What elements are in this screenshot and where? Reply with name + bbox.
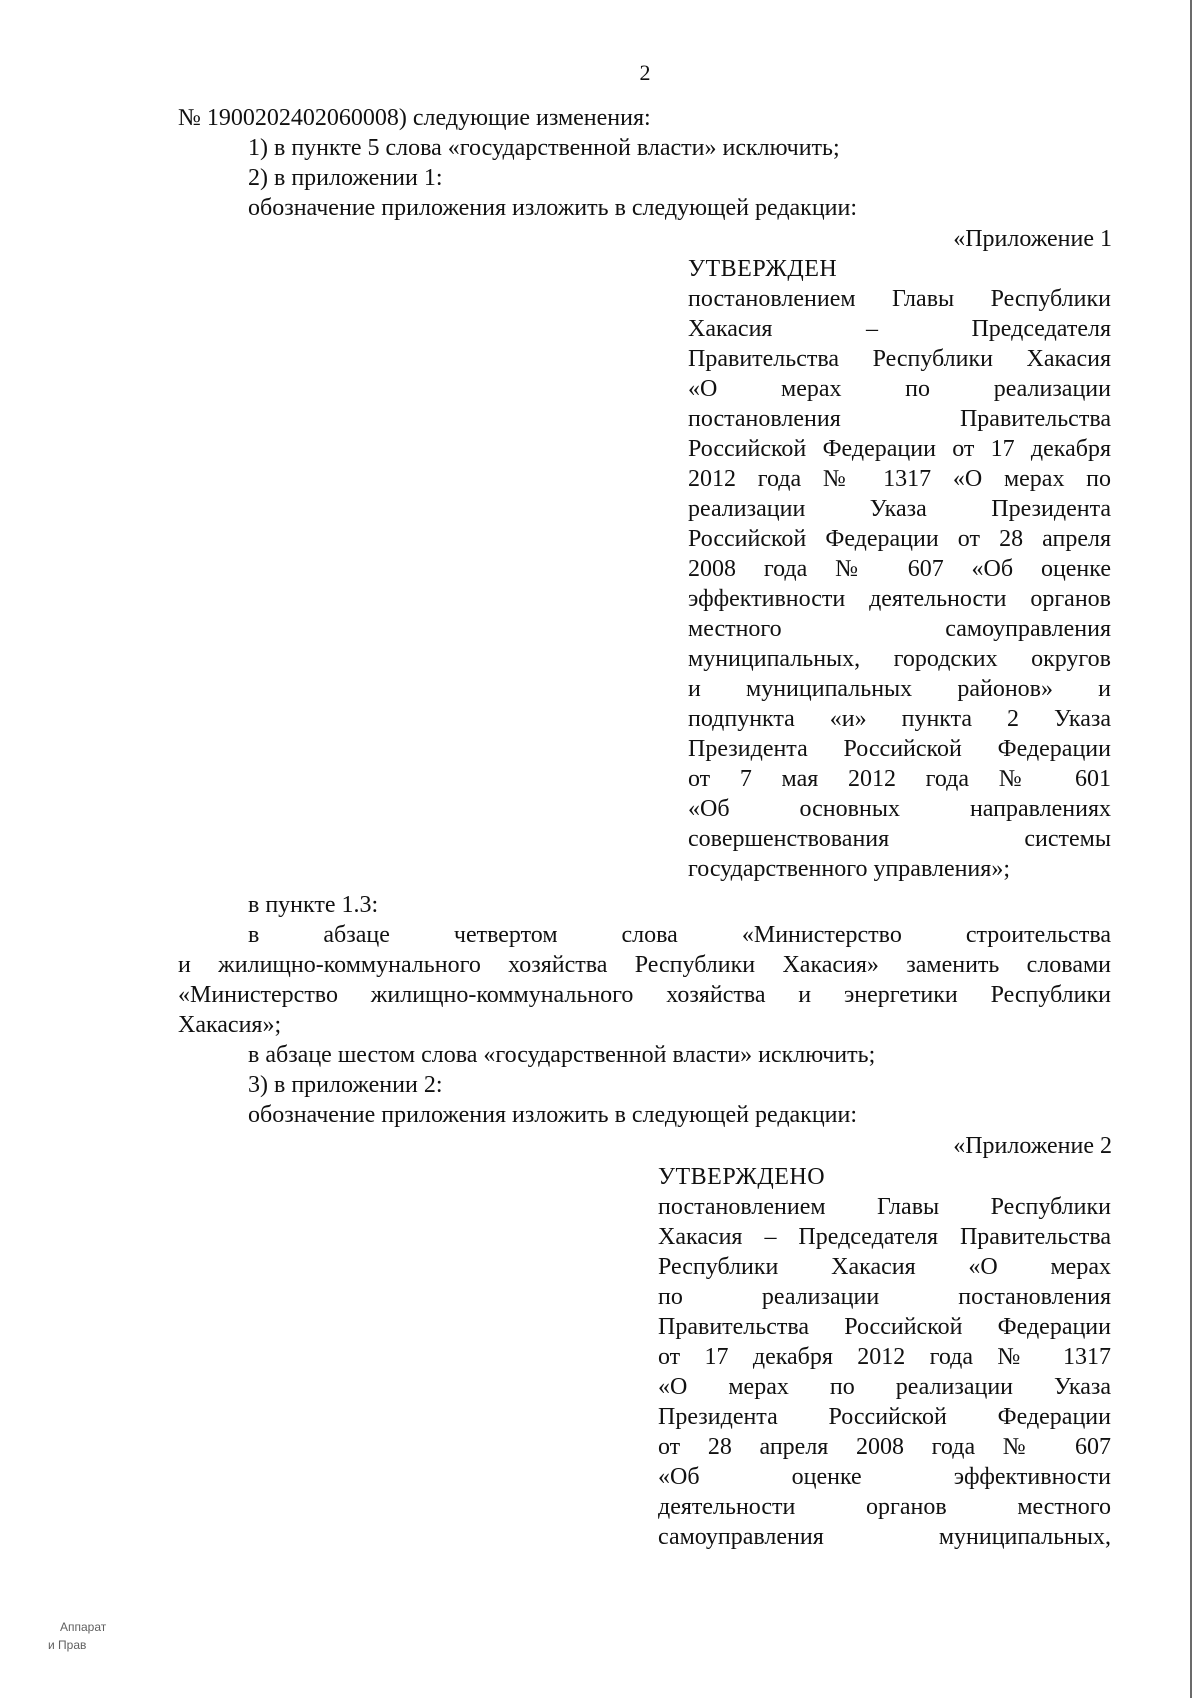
annex-1-line: эффективности деятельности органов	[688, 586, 1111, 612]
annex-2-line: «Об оценке эффективности	[658, 1464, 1111, 1490]
annex-1-line: Хакасия – Председателя	[688, 316, 1111, 342]
intro-lead: № 1900202402060008) следующие изменения:	[178, 105, 651, 131]
annex-2-line: Правительства Российской Федерации	[658, 1314, 1111, 1340]
section-1-3-heading: в пункте 1.3:	[248, 892, 379, 918]
annex-1-approval-block	[688, 254, 1111, 884]
annex-1-line: Российской Федерации от 28 апреля	[688, 526, 1111, 552]
annex-1-line: Российской Федерации от 17 декабря	[688, 436, 1111, 462]
scan-edge-line	[1190, 0, 1192, 1698]
annex-1-line: реализации Указа Президента	[688, 496, 1111, 522]
section-1-3-paragraph-line: в абзаце четвертом слова «Министерство строительства	[248, 922, 1111, 948]
annex-1-line: 2008 года № 607 «Об оценке	[688, 556, 1111, 582]
annex-2-line: от 28 апреля 2008 года № 607	[658, 1434, 1111, 1460]
section-1-3-paragraph-line: и жилищно-коммунального хозяйства Республики Хакасия» заменить словами	[178, 952, 1111, 978]
annex-1-line: постановления Правительства	[688, 406, 1111, 432]
sixth-paragraph-instruction: в абзаце шестом слова «государственной власти» исключить;	[248, 1042, 876, 1068]
annex-2-line: «О мерах по реализации Указа	[658, 1374, 1111, 1400]
annex-1-line: «О мерах по реализации	[688, 376, 1111, 402]
annex-2-line: от 17 декабря 2012 года № 1317	[658, 1344, 1111, 1370]
designation-instruction-1: обозначение приложения изложить в следующей редакции:	[248, 195, 858, 221]
annex-1-line: Президента Российской Федерации	[688, 736, 1111, 762]
annex-2-label: «Приложение 2	[953, 1133, 1112, 1159]
item-2: 2) в приложении 1:	[248, 165, 443, 191]
annex-1-line: подпункта «и» пункта 2 Указа	[688, 706, 1111, 732]
annex-1-line: 2012 года № 1317 «О мерах по	[688, 466, 1111, 492]
annex-1-label: «Приложение 1	[953, 226, 1112, 252]
annex-1-approval-title: УТВЕРЖДЕН	[688, 256, 838, 282]
stamp-line: и Прав	[48, 1638, 87, 1652]
section-1-3-paragraph-last: Хакасия»;	[178, 1012, 282, 1038]
annex-2-line: самоуправления муниципальных,	[658, 1524, 1111, 1550]
annex-2-approval-title: УТВЕРЖДЕНО	[658, 1164, 826, 1190]
annex-1-line: местного самоуправления	[688, 616, 1111, 642]
annex-1-line: совершенствования системы	[688, 826, 1111, 852]
section-1-3-paragraph-line: «Министерство жилищно-коммунального хозяйства и энергетики Республики	[178, 982, 1111, 1008]
annex-2-line: деятельности органов местного	[658, 1494, 1111, 1520]
annex-2-line: постановлением Главы Республики	[658, 1194, 1111, 1220]
annex-1-line: и муниципальных районов» и	[688, 676, 1111, 702]
designation-instruction-2: обозначение приложения изложить в следующей редакции:	[248, 1102, 858, 1128]
annex-2-approval-block	[658, 1162, 1111, 1552]
annex-1-line: от 7 мая 2012 года № 601	[688, 766, 1111, 792]
annex-2-line: Республики Хакасия «О мерах	[658, 1254, 1111, 1280]
annex-2-line: Президента Российской Федерации	[658, 1404, 1111, 1430]
page-number: 2	[639, 60, 651, 85]
annex-1-line: постановлением Главы Республики	[688, 286, 1111, 312]
annex-2-line: Хакасия – Председателя Правительства	[658, 1224, 1111, 1250]
annex-1-line: государственного управления»;	[688, 856, 1010, 882]
annex-2-line: по реализации постановления	[658, 1284, 1111, 1310]
annex-1-line: «Об основных направлениях	[688, 796, 1111, 822]
annex-1-line: Правительства Республики Хакасия	[688, 346, 1111, 372]
annex-1-line: муниципальных, городских округов	[688, 646, 1111, 672]
faded-stamp	[48, 1618, 107, 1654]
stamp-line: Аппарат	[60, 1620, 107, 1634]
item-3: 3) в приложении 2:	[248, 1072, 443, 1098]
item-1: 1) в пункте 5 слова «государственной власти» исключить;	[248, 135, 840, 161]
